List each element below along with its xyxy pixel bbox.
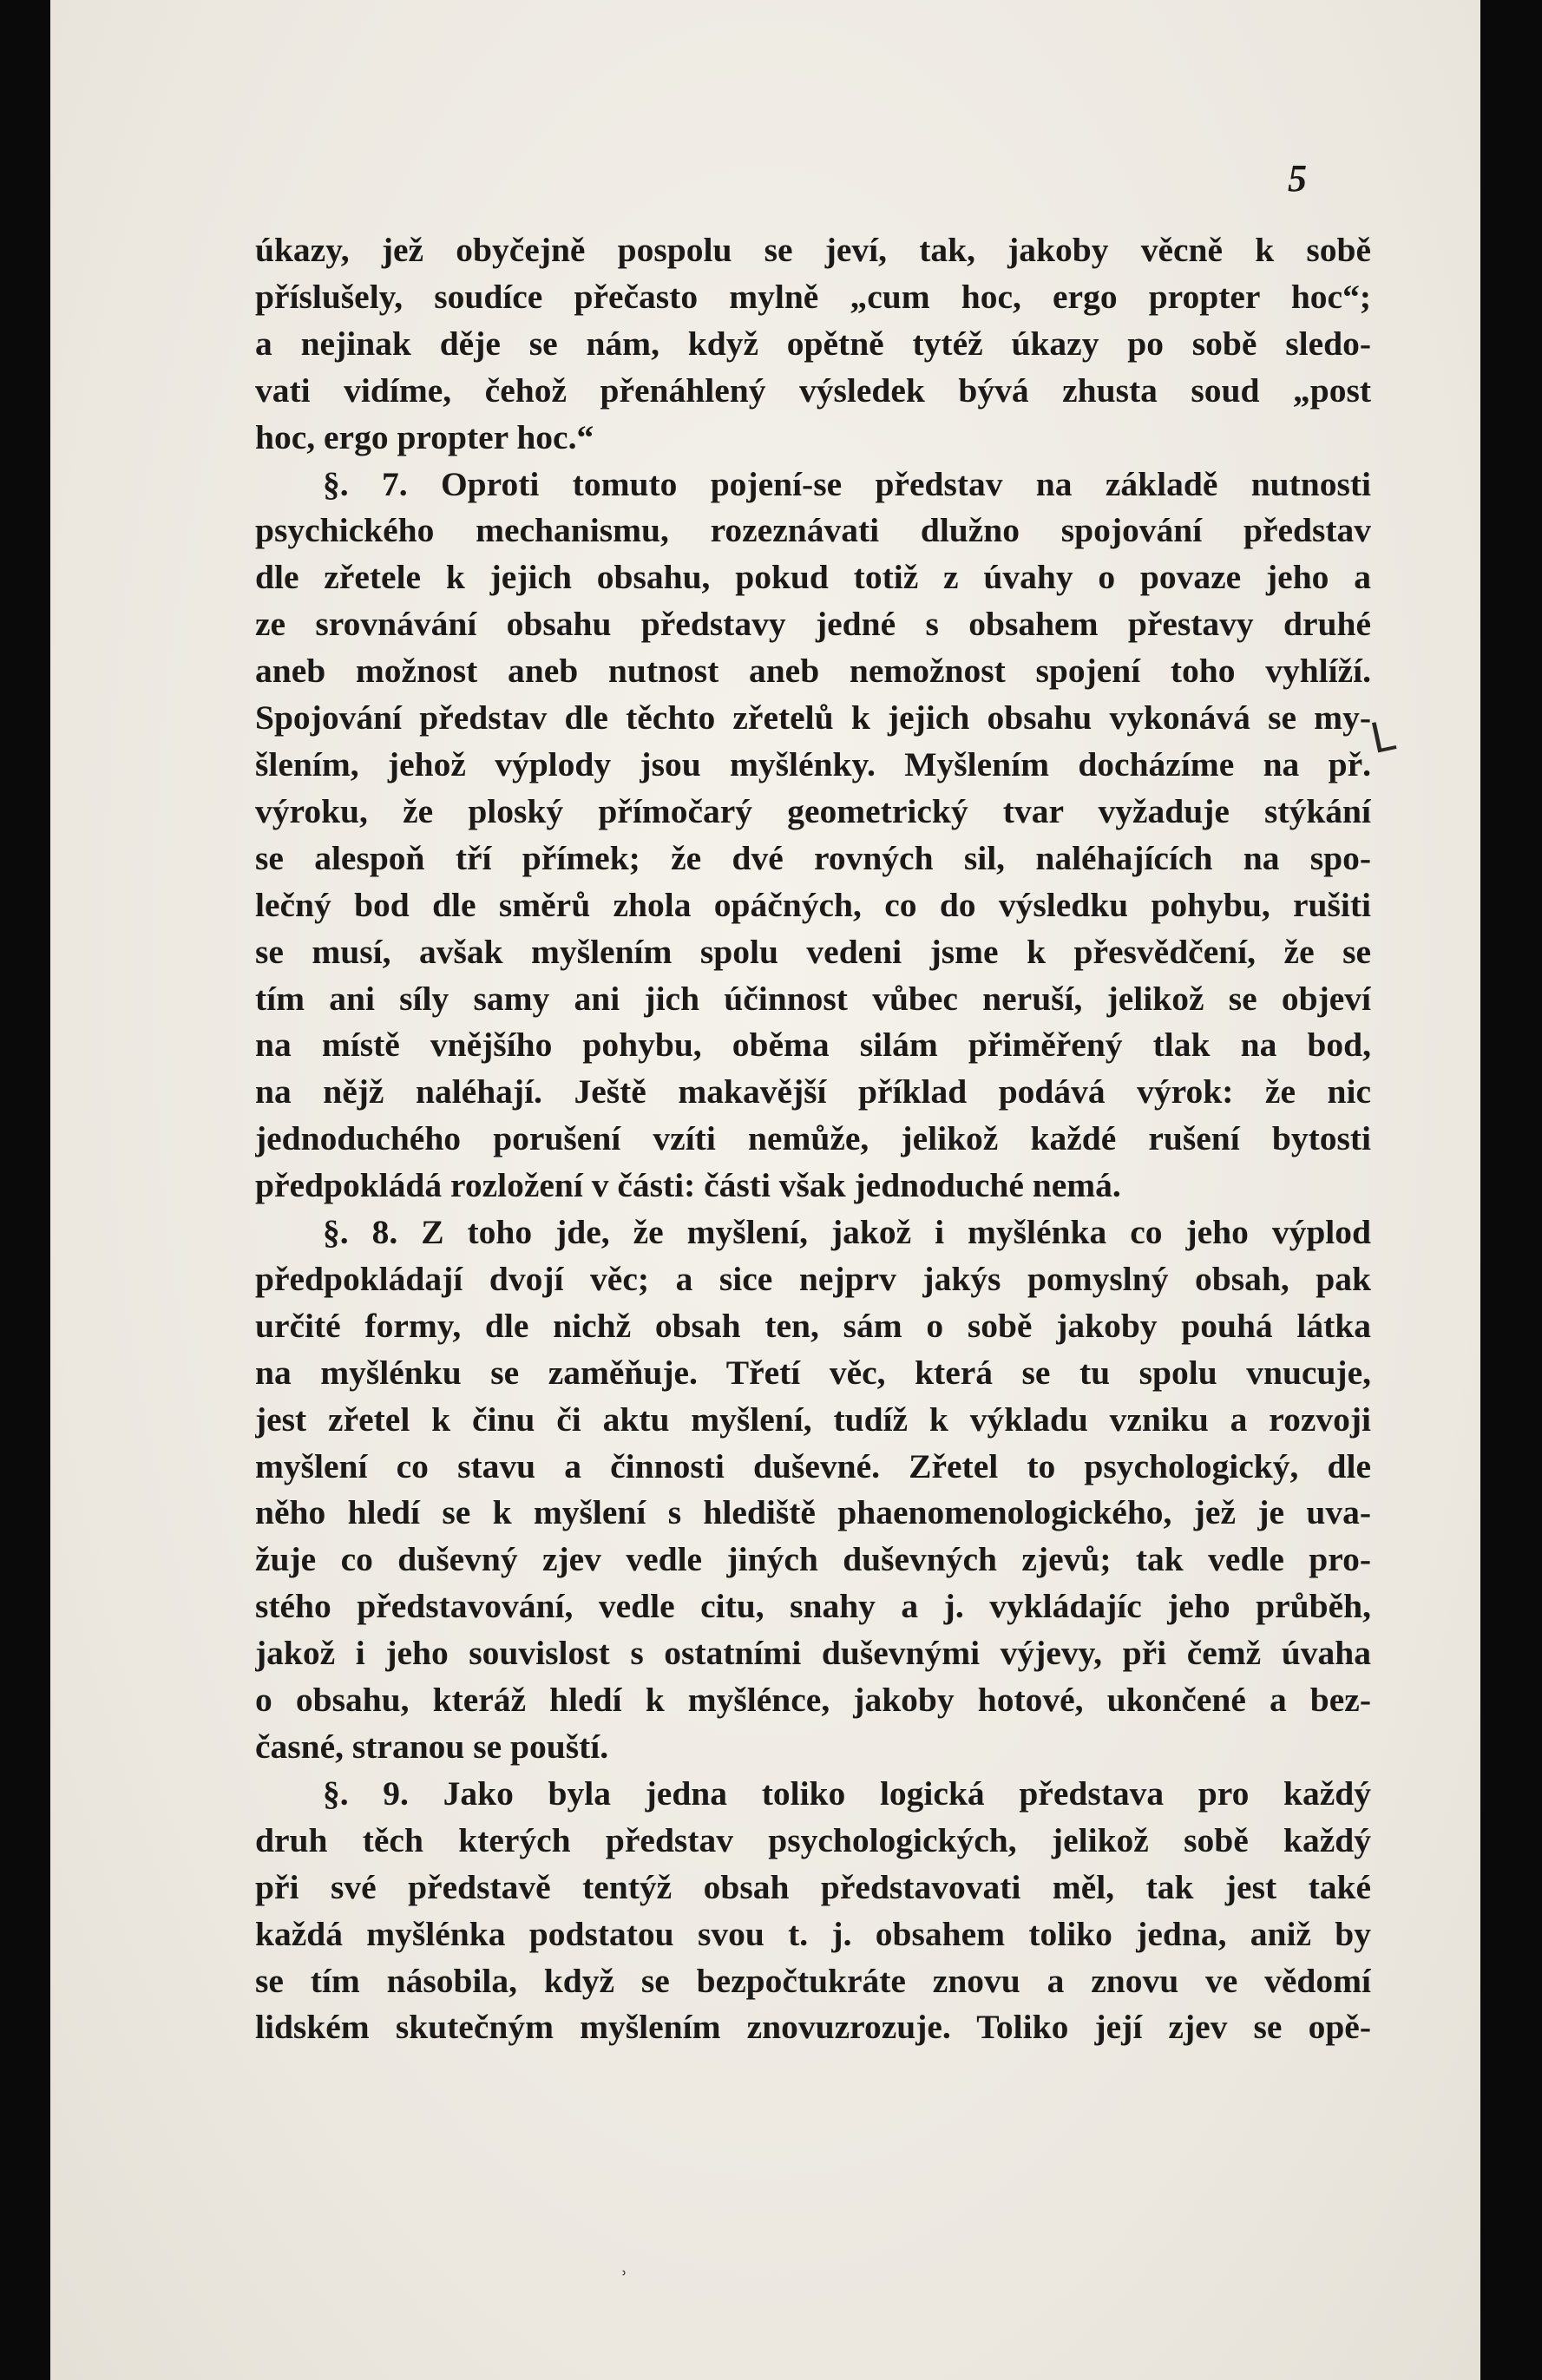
- bottom-ink-mark: ʾ: [620, 2266, 628, 2295]
- paper-sheet: [50, 0, 1480, 2380]
- text-line: aneb možnost aneb nutnost aneb nemožnost spojení toho vyhlíží.: [255, 652, 1371, 691]
- text-line: časné, stranou se pouští.: [255, 1728, 609, 1766]
- text-line: jednoduchého porušení vzíti nemůže, jelikož každé rušení bytosti: [255, 1119, 1371, 1158]
- text-line: o obsahu, kteráž hledí k myšlénce, jakoby hotové, ukončené a bez-: [255, 1681, 1371, 1720]
- text-line: každá myšlénka podstatou svou t. j. obsahem toliko jedna, aniž by: [255, 1914, 1371, 1953]
- text-line: ze srovnávání obsahu představy jedné s obsahem přestavy druhé: [255, 605, 1371, 644]
- text-line: druh těch kterých představ psychologických, jelikož sobě každý: [255, 1820, 1371, 1859]
- section-9-start: §. 9. Jako byla jedna toliko logická představa pro každý: [323, 1774, 1371, 1813]
- text-line: se tím násobila, když se bezpočtukráte znovu a znovu ve vědomí: [255, 1961, 1371, 2000]
- text-line: úkazy, jež obyčejně pospolu se jeví, tak, jakoby věcně k sobě: [255, 231, 1371, 269]
- text-line: Spojování představ dle těchto zřetelů k jejich obsahu vykonává se my-: [255, 698, 1371, 738]
- page-number: 5: [1288, 157, 1307, 200]
- text-line: něho hledí se k myšlení s hlediště phaenomenologického, jež je uva-: [255, 1493, 1371, 1532]
- text-line: hoc, ergo propter hoc.“: [255, 417, 594, 456]
- text-line: psychického mechanismu, rozeznávati dlužno spojování představ: [255, 511, 1371, 550]
- text-line: na místě vnějšího pohybu, oběma silám přiměřený tlak na bod,: [255, 1026, 1371, 1065]
- text-line: šlením, jehož výplody jsou myšlénky. Myšlením docházíme na př.: [255, 744, 1371, 783]
- text-line: stého představování, vedle citu, snahy a j. vykládajíc jeho průběh,: [255, 1587, 1371, 1626]
- text-line: se alespoň tří přímek; že dvé rovných sil, naléhajících na spo-: [255, 838, 1371, 877]
- text-line: na nějž naléhají. Ještě makavější příklad podává výrok: že nic: [255, 1072, 1371, 1111]
- text-line: jest zřetel k činu či aktu myšlení, tudíž k výkladu vzniku a rozvoji: [255, 1400, 1371, 1439]
- text-line: myšlení co stavu a činnosti duševné. Zřetel to psychologický, dle: [255, 1446, 1371, 1485]
- text-line: žuje co duševný zjev vedle jiných duševných zjevů; tak vedle pro-: [255, 1540, 1371, 1579]
- section-7-start: §. 7. Oproti tomuto pojení-se představ na základě nutnosti: [323, 464, 1371, 503]
- text-line: a nejinak děje se nám, když opětně tytéž úkazy po sobě sledo-: [255, 324, 1371, 363]
- text-line: jakož i jeho souvislost s ostatními duševnými výjevy, při čemž úvaha: [255, 1634, 1371, 1673]
- text-line: na myšlénku se zaměňuje. Třetí věc, která se tu spolu vnucuje,: [255, 1353, 1371, 1392]
- text-line: předpokládá rozložení v části: části však jednoduché nemá.: [255, 1166, 1121, 1205]
- text-line: předpokládají dvojí věc; a sice nejprv jakýs pomyslný obsah, pak: [255, 1259, 1371, 1298]
- text-line: výroku, že ploský přímočarý geometrický tvar vyžaduje stýkání: [255, 791, 1371, 830]
- text-line: příslušely, soudíce přečasto mylně „cum hoc, ergo propter hoc“;: [255, 277, 1371, 316]
- text-line: lečný bod dle směrů zhola opáčných, co do výsledku pohybu, rušiti: [255, 885, 1371, 924]
- text-line: se musí, avšak myšlením spolu vedeni jsme k přesvědčení, že se: [255, 932, 1371, 971]
- handwritten-margin-mark: L: [1366, 711, 1400, 764]
- body-text: [255, 227, 1371, 2051]
- text-line: tím ani síly samy ani jich účinnost vůbec neruší, jelikož se objeví: [255, 979, 1371, 1018]
- text-line: při své představě tentýž obsah představovati měl, tak jest také: [255, 1867, 1371, 1906]
- text-line: určité formy, dle nichž obsah ten, sám o sobě jakoby pouhá látka: [255, 1306, 1371, 1345]
- text-line: lidském skutečným myšlením znovuzrozuje. Toliko její zjev se opě-: [255, 2008, 1371, 2047]
- text-line: dle zřetele k jejich obsahu, pokud totiž z úvahy o povaze jeho a: [255, 558, 1371, 597]
- text-line: vati vidíme, čehož přenáhlený výsledek bývá zhusta soud „post: [255, 370, 1371, 410]
- section-8-start: §. 8. Z toho jde, že myšlení, jakož i myšlénka co jeho výplod: [323, 1213, 1371, 1252]
